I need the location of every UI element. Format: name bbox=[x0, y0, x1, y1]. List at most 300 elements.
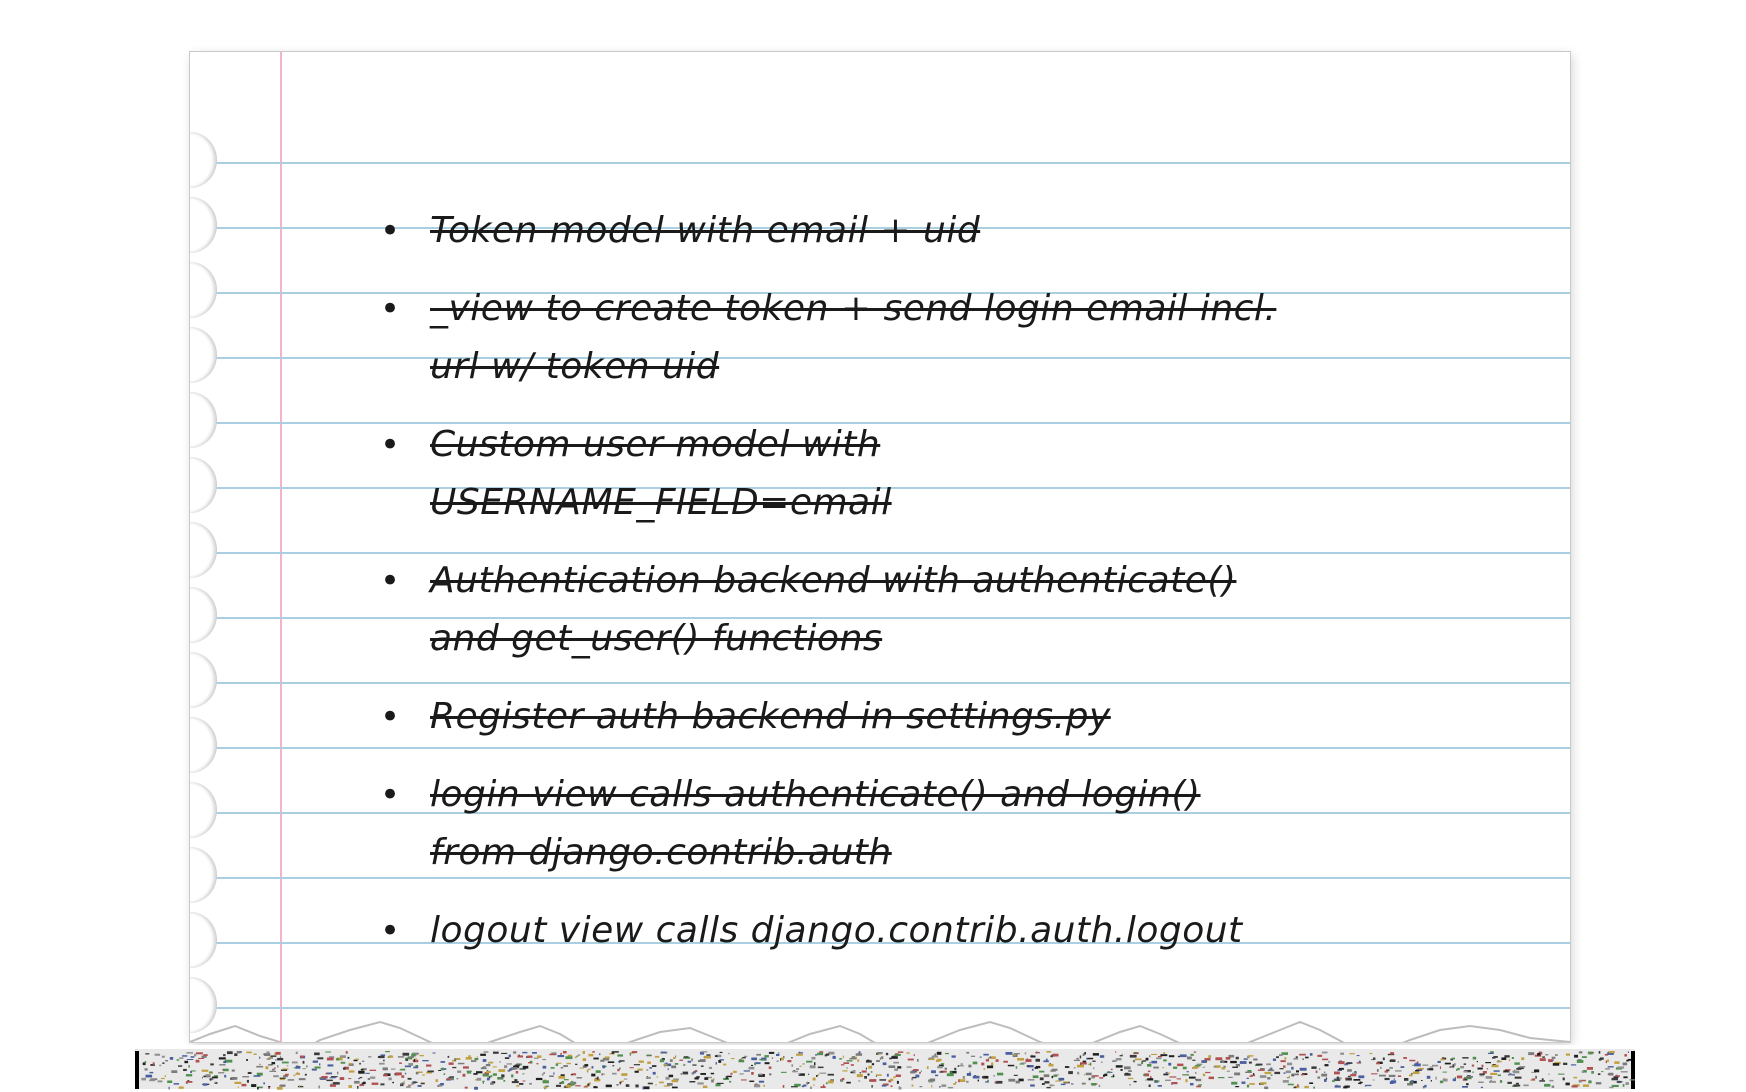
artifact-pixel bbox=[639, 1061, 644, 1063]
artifact-pixel bbox=[792, 1071, 798, 1072]
artifact-pixel bbox=[1466, 1076, 1473, 1078]
artifact-pixel bbox=[246, 1052, 252, 1054]
artifact-pixel bbox=[617, 1054, 623, 1056]
artifact-pixel bbox=[516, 1085, 519, 1087]
artifact-pixel bbox=[1353, 1079, 1360, 1081]
artifact-pixel bbox=[704, 1056, 711, 1059]
artifact-pixel bbox=[877, 1052, 883, 1053]
artifact-pixel bbox=[400, 1083, 402, 1085]
artifact-pixel bbox=[234, 1053, 237, 1056]
artifact-pixel bbox=[713, 1078, 714, 1080]
artifact-pixel bbox=[544, 1072, 545, 1074]
artifact-pixel bbox=[1113, 1075, 1115, 1078]
artifact-pixel bbox=[162, 1063, 164, 1064]
artifact-pixel bbox=[897, 1066, 901, 1068]
artifact-pixel bbox=[1091, 1083, 1096, 1086]
artifact-pixel bbox=[932, 1056, 938, 1058]
artifact-pixel bbox=[1452, 1058, 1455, 1060]
artifact-pixel bbox=[612, 1051, 619, 1053]
artifact-pixel bbox=[1089, 1078, 1091, 1080]
artifact-pixel bbox=[1427, 1076, 1431, 1079]
artifact-pixel bbox=[294, 1075, 296, 1077]
artifact-pixel bbox=[486, 1064, 490, 1066]
artifact-pixel bbox=[583, 1051, 585, 1054]
artifact-pixel bbox=[1609, 1051, 1615, 1053]
binder-hole bbox=[190, 652, 217, 708]
artifact-pixel bbox=[1260, 1075, 1267, 1078]
artifact-pixel bbox=[1598, 1073, 1601, 1075]
artifact-pixel bbox=[519, 1083, 523, 1085]
artifact-pixel bbox=[947, 1073, 954, 1076]
artifact-pixel bbox=[411, 1054, 416, 1057]
artifact-pixel bbox=[1172, 1082, 1178, 1084]
artifact-pixel bbox=[716, 1084, 721, 1087]
artifact-pixel bbox=[1555, 1054, 1558, 1056]
artifact-pixel bbox=[385, 1051, 390, 1052]
artifact-pixel bbox=[346, 1051, 348, 1054]
artifact-pixel bbox=[1358, 1075, 1364, 1078]
artifact-pixel bbox=[936, 1060, 939, 1062]
artifact-pixel bbox=[1389, 1067, 1393, 1069]
artifact-pixel bbox=[1082, 1083, 1086, 1085]
artifact-pixel bbox=[991, 1063, 993, 1066]
artifact-pixel bbox=[1316, 1071, 1318, 1074]
artifact-pixel bbox=[1390, 1052, 1394, 1054]
artifact-pixel bbox=[1427, 1069, 1429, 1070]
artifact-pixel bbox=[299, 1078, 306, 1080]
artifact-pixel bbox=[1092, 1075, 1099, 1077]
artifact-pixel bbox=[883, 1084, 888, 1086]
artifact-pixel bbox=[1487, 1068, 1488, 1069]
artifact-pixel bbox=[920, 1086, 923, 1087]
artifact-pixel bbox=[1514, 1062, 1519, 1064]
artifact-pixel bbox=[759, 1059, 765, 1060]
artifact-pixel bbox=[1313, 1087, 1315, 1089]
artifact-pixel bbox=[251, 1084, 256, 1087]
artifact-pixel bbox=[1443, 1079, 1448, 1082]
artifact-pixel bbox=[1415, 1063, 1417, 1066]
artifact-pixel bbox=[1178, 1056, 1180, 1057]
artifact-pixel bbox=[995, 1081, 997, 1082]
artifact-pixel bbox=[730, 1073, 732, 1075]
artifact-pixel bbox=[1148, 1071, 1150, 1073]
artifact-pixel bbox=[1621, 1071, 1628, 1072]
artifact-pixel bbox=[246, 1059, 248, 1061]
binder-hole bbox=[190, 587, 217, 643]
artifact-pixel bbox=[380, 1083, 384, 1085]
artifact-pixel bbox=[700, 1059, 706, 1062]
artifact-pixel bbox=[1483, 1071, 1487, 1074]
artifact-pixel bbox=[441, 1068, 444, 1071]
artifact-pixel bbox=[1394, 1078, 1395, 1079]
artifact-pixel bbox=[620, 1082, 621, 1085]
artifact-pixel bbox=[222, 1069, 224, 1070]
artifact-pixel bbox=[1279, 1054, 1283, 1056]
artifact-pixel bbox=[363, 1082, 366, 1084]
artifact-pixel bbox=[930, 1079, 935, 1082]
artifact-pixel bbox=[815, 1054, 817, 1055]
artifact-pixel bbox=[811, 1057, 815, 1060]
artifact-pixel bbox=[1379, 1075, 1386, 1077]
artifact-pixel bbox=[360, 1077, 363, 1078]
artifact-pixel bbox=[292, 1062, 298, 1064]
artifact-pixel bbox=[652, 1065, 656, 1067]
artifact-pixel bbox=[669, 1075, 674, 1078]
artifact-pixel bbox=[635, 1071, 639, 1073]
artifact-pixel bbox=[814, 1062, 815, 1065]
artifact-pixel bbox=[416, 1058, 417, 1061]
artifact-pixel bbox=[1609, 1087, 1613, 1089]
artifact-pixel bbox=[1203, 1074, 1205, 1077]
artifact-pixel bbox=[1058, 1078, 1059, 1079]
artifact-pixel bbox=[1185, 1079, 1187, 1082]
artifact-pixel bbox=[306, 1066, 307, 1068]
artifact-pixel bbox=[596, 1070, 601, 1073]
artifact-pixel bbox=[744, 1056, 748, 1057]
artifact-pixel bbox=[649, 1067, 652, 1069]
artifact-pixel bbox=[566, 1056, 573, 1059]
artifact-pixel bbox=[1457, 1068, 1459, 1070]
artifact-pixel bbox=[296, 1066, 301, 1069]
artifact-pixel bbox=[587, 1070, 589, 1073]
artifact-pixel bbox=[1166, 1072, 1168, 1074]
artifact-pixel bbox=[348, 1078, 351, 1079]
artifact-pixel bbox=[266, 1066, 269, 1069]
artifact-pixel bbox=[1486, 1076, 1493, 1079]
artifact-pixel bbox=[1133, 1060, 1135, 1062]
artifact-pixel bbox=[433, 1053, 436, 1054]
artifact-pixel bbox=[1025, 1059, 1031, 1062]
artifact-pixel bbox=[1099, 1077, 1103, 1078]
artifact-pixel bbox=[1196, 1079, 1201, 1081]
artifact-pixel bbox=[706, 1054, 710, 1056]
artifact-pixel bbox=[889, 1065, 896, 1068]
artifact-pixel bbox=[444, 1073, 446, 1075]
artifact-pixel bbox=[299, 1085, 300, 1087]
artifact-pixel bbox=[511, 1067, 517, 1070]
artifact-pixel bbox=[769, 1052, 774, 1054]
artifact-pixel bbox=[331, 1084, 334, 1085]
artifact-pixel bbox=[1077, 1072, 1079, 1075]
artifact-pixel bbox=[145, 1053, 149, 1054]
artifact-pixel bbox=[1335, 1086, 1341, 1088]
todo-item-6: • login view calls authenticate() and login() from django.contrib.auth bbox=[380, 766, 1280, 882]
artifact-pixel bbox=[1478, 1068, 1483, 1070]
artifact-pixel bbox=[1156, 1057, 1161, 1059]
artifact-pixel bbox=[1128, 1071, 1132, 1072]
artifact-pixel bbox=[1345, 1086, 1350, 1088]
artifact-pixel bbox=[561, 1067, 563, 1069]
artifact-pixel bbox=[1256, 1064, 1262, 1066]
artifact-pixel bbox=[963, 1076, 965, 1079]
artifact-pixel bbox=[422, 1060, 428, 1061]
artifact-pixel bbox=[619, 1060, 624, 1061]
artifact-pixel bbox=[1103, 1075, 1105, 1077]
artifact-pixel bbox=[1579, 1080, 1582, 1082]
artifact-pixel bbox=[190, 1071, 192, 1073]
artifact-pixel bbox=[158, 1080, 163, 1082]
artifact-pixel bbox=[1299, 1054, 1306, 1056]
artifact-pixel bbox=[1418, 1068, 1423, 1069]
artifact-pixel bbox=[267, 1058, 271, 1059]
artifact-pixel bbox=[981, 1063, 984, 1066]
artifact-pixel bbox=[1196, 1086, 1201, 1088]
artifact-pixel bbox=[966, 1052, 969, 1054]
artifact-pixel bbox=[1244, 1058, 1248, 1060]
artifact-pixel bbox=[553, 1073, 554, 1075]
artifact-pixel bbox=[1512, 1057, 1514, 1059]
artifact-pixel bbox=[808, 1074, 809, 1075]
artifact-pixel bbox=[1251, 1075, 1255, 1077]
artifact-pixel bbox=[1542, 1078, 1544, 1080]
artifact-pixel bbox=[528, 1062, 531, 1063]
artifact-pixel bbox=[242, 1084, 247, 1086]
artifact-pixel bbox=[1113, 1060, 1117, 1062]
artifact-pixel bbox=[1142, 1060, 1146, 1061]
artifact-pixel bbox=[196, 1060, 200, 1063]
binder-hole bbox=[190, 847, 217, 903]
artifact-pixel bbox=[171, 1070, 177, 1073]
artifact-pixel bbox=[588, 1069, 591, 1070]
artifact-pixel bbox=[408, 1056, 414, 1058]
artifact-pixel bbox=[1163, 1059, 1167, 1061]
artifact-pixel bbox=[511, 1074, 513, 1077]
artifact-pixel bbox=[493, 1052, 499, 1054]
artifact-pixel bbox=[719, 1059, 724, 1060]
artifact-pixel bbox=[857, 1074, 863, 1077]
artifact-pixel bbox=[1301, 1074, 1305, 1075]
artifact-pixel bbox=[349, 1070, 355, 1072]
artifact-pixel bbox=[1523, 1085, 1528, 1087]
artifact-pixel bbox=[340, 1077, 345, 1080]
artifact-pixel bbox=[647, 1055, 652, 1056]
artifact-pixel bbox=[907, 1052, 910, 1053]
artifact-pixel bbox=[765, 1062, 770, 1064]
artifact-pixel bbox=[483, 1081, 484, 1084]
artifact-pixel bbox=[441, 1061, 446, 1063]
artifact-pixel bbox=[219, 1064, 225, 1065]
artifact-pixel bbox=[1519, 1066, 1525, 1068]
artifact-pixel bbox=[223, 1061, 226, 1063]
artifact-pixel bbox=[203, 1083, 208, 1085]
artifact-pixel bbox=[1247, 1085, 1249, 1088]
artifact-pixel bbox=[898, 1051, 903, 1053]
artifact-pixel bbox=[359, 1063, 361, 1065]
artifact-pixel bbox=[1319, 1068, 1320, 1070]
artifact-pixel bbox=[1124, 1073, 1130, 1075]
artifact-pixel bbox=[764, 1055, 769, 1057]
artifact-pixel bbox=[257, 1073, 263, 1076]
artifact-pixel bbox=[272, 1069, 275, 1071]
artifact-pixel bbox=[893, 1062, 899, 1064]
artifact-pixel bbox=[403, 1053, 410, 1056]
artifact-pixel bbox=[368, 1078, 370, 1080]
artifact-pixel bbox=[1083, 1053, 1085, 1056]
artifact-pixel bbox=[1481, 1087, 1483, 1088]
artifact-pixel bbox=[504, 1065, 507, 1068]
artifact-pixel bbox=[1385, 1071, 1388, 1073]
artifact-pixel bbox=[912, 1085, 914, 1087]
artifact-pixel bbox=[1195, 1065, 1201, 1066]
artifact-pixel bbox=[1549, 1080, 1553, 1081]
artifact-pixel bbox=[1607, 1060, 1609, 1063]
artifact-pixel bbox=[1100, 1055, 1104, 1058]
artifact-pixel bbox=[182, 1055, 187, 1057]
artifact-pixel bbox=[277, 1065, 278, 1068]
artifact-pixel bbox=[852, 1056, 855, 1058]
artifact-pixel bbox=[891, 1085, 893, 1087]
artifact-pixel bbox=[1504, 1070, 1509, 1072]
artifact-pixel bbox=[601, 1074, 605, 1075]
artifact-pixel bbox=[1453, 1064, 1455, 1067]
artifact-pixel bbox=[982, 1076, 985, 1078]
artifact-pixel bbox=[561, 1074, 565, 1076]
artifact-pixel bbox=[1289, 1076, 1290, 1078]
artifact-pixel bbox=[1359, 1061, 1361, 1063]
artifact-pixel bbox=[1334, 1079, 1336, 1080]
artifact-pixel bbox=[1226, 1057, 1231, 1060]
artifact-pixel bbox=[1055, 1081, 1061, 1082]
artifact-pixel bbox=[754, 1084, 760, 1087]
artifact-pixel bbox=[605, 1057, 610, 1059]
artifact-pixel bbox=[395, 1072, 401, 1075]
artifact-pixel bbox=[1340, 1053, 1344, 1055]
artifact-pixel bbox=[498, 1077, 503, 1079]
artifact-pixel bbox=[660, 1060, 664, 1063]
todo-item-7: • logout view calls django.contrib.auth.logout bbox=[380, 902, 1280, 960]
artifact-pixel bbox=[408, 1078, 412, 1080]
artifact-pixel bbox=[206, 1074, 211, 1077]
artifact-pixel bbox=[1608, 1066, 1609, 1068]
artifact-pixel bbox=[557, 1063, 562, 1064]
artifact-pixel bbox=[355, 1059, 359, 1060]
artifact-pixel bbox=[312, 1069, 317, 1071]
artifact-pixel bbox=[575, 1064, 577, 1065]
artifact-pixel bbox=[1403, 1057, 1407, 1059]
artifact-pixel bbox=[1513, 1071, 1520, 1074]
artifact-pixel bbox=[1350, 1074, 1356, 1076]
artifact-pixel bbox=[141, 1078, 146, 1081]
artifact-pixel bbox=[799, 1066, 801, 1067]
artifact-pixel bbox=[1108, 1071, 1111, 1073]
artifact-pixel bbox=[575, 1057, 577, 1059]
artifact-pixel bbox=[467, 1071, 471, 1074]
artifact-pixel bbox=[763, 1085, 765, 1087]
artifact-pixel bbox=[1084, 1052, 1086, 1054]
artifact-pixel bbox=[404, 1081, 405, 1082]
artifact-pixel bbox=[1021, 1062, 1026, 1063]
artifact-pixel bbox=[165, 1075, 166, 1077]
artifact-pixel bbox=[1432, 1065, 1438, 1067]
artifact-pixel bbox=[791, 1064, 793, 1067]
artifact-pixel bbox=[155, 1054, 161, 1056]
artifact-pixel bbox=[759, 1074, 763, 1076]
artifact-pixel bbox=[1054, 1074, 1059, 1075]
artifact-pixel bbox=[1588, 1080, 1591, 1083]
artifact-pixel bbox=[341, 1062, 346, 1064]
artifact-pixel bbox=[490, 1075, 492, 1077]
artifact-pixel bbox=[254, 1075, 261, 1077]
artifact-pixel bbox=[365, 1073, 370, 1074]
artifact-pixel bbox=[953, 1083, 956, 1085]
artifact-pixel bbox=[273, 1075, 279, 1077]
artifact-pixel bbox=[1080, 1056, 1082, 1059]
artifact-pixel bbox=[1373, 1058, 1375, 1060]
artifact-pixel bbox=[1129, 1084, 1131, 1085]
artifact-pixel bbox=[1248, 1055, 1254, 1056]
artifact-pixel bbox=[635, 1085, 638, 1088]
artifact-pixel bbox=[1076, 1058, 1078, 1060]
artifact-pixel bbox=[561, 1081, 564, 1084]
artifact-pixel bbox=[1014, 1075, 1018, 1076]
artifact-pixel bbox=[1227, 1071, 1230, 1072]
artifact-pixel bbox=[1539, 1080, 1545, 1082]
artifact-pixel bbox=[1521, 1057, 1524, 1060]
artifact-pixel bbox=[1134, 1052, 1138, 1053]
artifact-pixel bbox=[1608, 1066, 1614, 1067]
artifact-pixel bbox=[321, 1076, 327, 1079]
artifact-pixel bbox=[1194, 1052, 1197, 1053]
artifact-pixel bbox=[1482, 1065, 1484, 1067]
artifact-pixel bbox=[507, 1063, 512, 1064]
artifact-pixel bbox=[780, 1058, 781, 1061]
artifact-pixel bbox=[912, 1077, 916, 1078]
artifact-pixel bbox=[934, 1054, 936, 1056]
artifact-pixel bbox=[1412, 1065, 1413, 1066]
artifact-pixel bbox=[1033, 1075, 1039, 1078]
artifact-pixel bbox=[866, 1068, 867, 1070]
artifact-pixel bbox=[1574, 1055, 1578, 1058]
artifact-pixel bbox=[1534, 1070, 1539, 1073]
artifact-pixel bbox=[543, 1066, 547, 1069]
artifact-pixel bbox=[583, 1058, 587, 1061]
artifact-pixel bbox=[1183, 1067, 1187, 1070]
artifact-pixel bbox=[1494, 1070, 1500, 1072]
artifact-pixel bbox=[389, 1056, 393, 1058]
artifact-pixel bbox=[908, 1059, 914, 1061]
artifact-pixel bbox=[1027, 1066, 1030, 1067]
artifact-pixel bbox=[1044, 1081, 1049, 1083]
artifact-pixel bbox=[210, 1078, 212, 1081]
artifact-pixel bbox=[558, 1076, 565, 1079]
artifact-pixel bbox=[634, 1064, 640, 1065]
artifact-pixel bbox=[939, 1086, 940, 1088]
artifact-pixel bbox=[1582, 1071, 1584, 1073]
artifact-pixel bbox=[966, 1081, 969, 1083]
artifact-pixel bbox=[354, 1081, 360, 1084]
artifact-pixel bbox=[670, 1059, 673, 1062]
artifact-pixel bbox=[1414, 1064, 1421, 1067]
artifact-pixel bbox=[919, 1072, 921, 1074]
artifact-pixel bbox=[1322, 1052, 1328, 1054]
artifact-pixel bbox=[1061, 1084, 1066, 1085]
artifact-pixel bbox=[985, 1081, 989, 1082]
artifact-pixel bbox=[401, 1075, 404, 1078]
artifact-pixel bbox=[1431, 1080, 1432, 1081]
artifact-pixel bbox=[231, 1077, 237, 1080]
artifact-pixel bbox=[162, 1056, 165, 1058]
artifact-pixel bbox=[191, 1056, 195, 1058]
artifact-pixel bbox=[1599, 1058, 1602, 1060]
artifact-pixel bbox=[1365, 1085, 1371, 1086]
render-artifact-strip bbox=[135, 1045, 1635, 1092]
artifact-pixel bbox=[723, 1064, 726, 1066]
artifact-pixel bbox=[1162, 1067, 1164, 1068]
artifact-pixel bbox=[256, 1066, 263, 1068]
artifact-pixel bbox=[1477, 1061, 1478, 1062]
artifact-pixel bbox=[931, 1070, 936, 1073]
artifact-pixel bbox=[816, 1075, 818, 1077]
